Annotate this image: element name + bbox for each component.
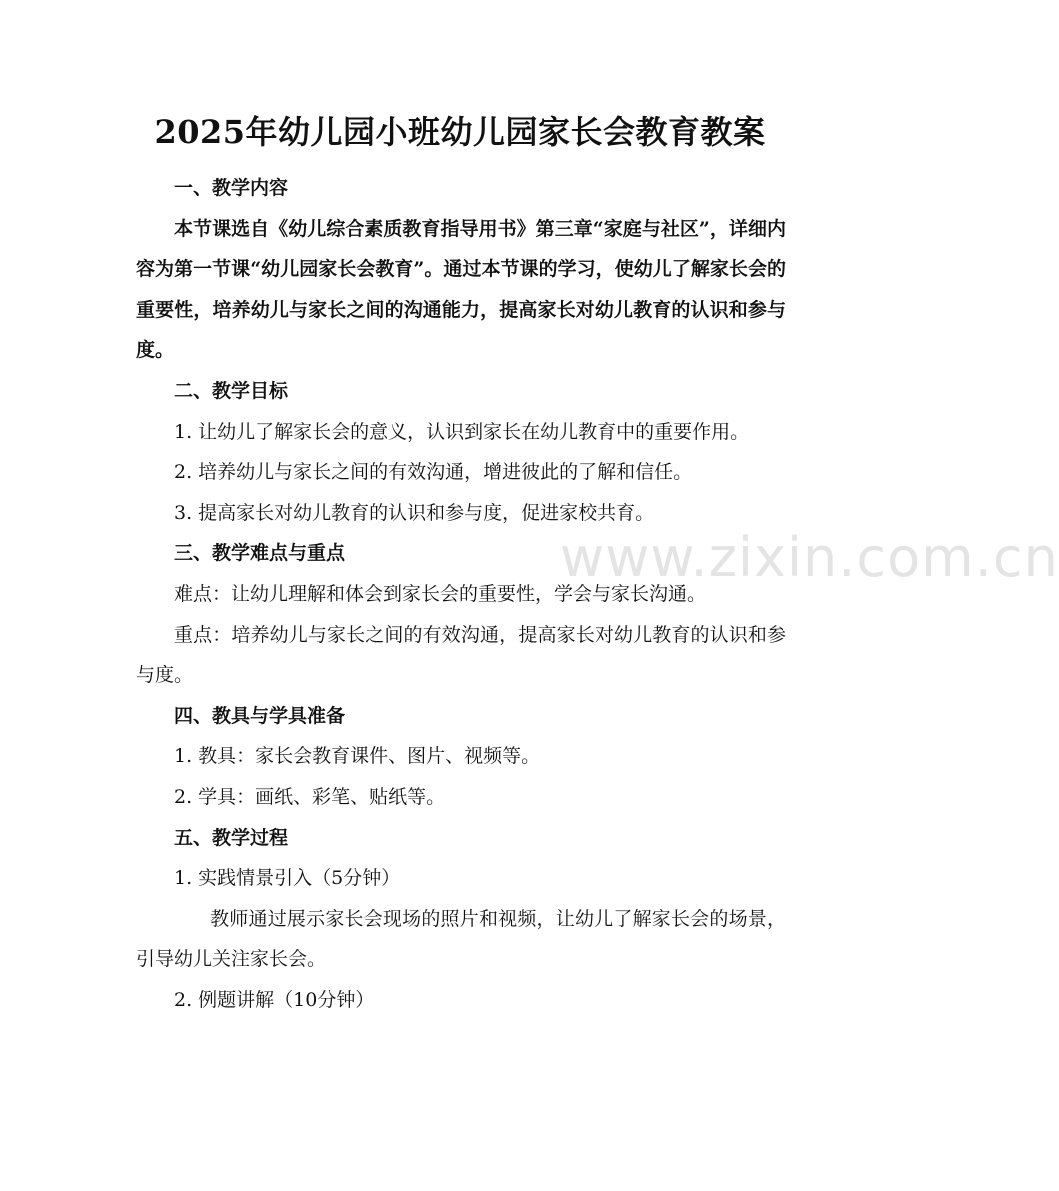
section-heading-process: 五、教学过程 [174, 826, 289, 849]
list-item-teaching-aids: 1. 教具：家长会教育课件、图片、视频等。 [174, 745, 541, 768]
list-item-learning-aids: 2. 学具：画纸、彩笔、贴纸等。 [174, 785, 446, 808]
paragraph-process-1-detail: 教师通过展示家长会现场的照片和视频，让幼儿了解家长会的场景，引导幼儿关注家长会。 [136, 907, 786, 971]
paragraph-content-intro: 本节课选自《幼儿综合素质教育指导用书》第三章“家庭与社区”，详细内容为第一节课“幼儿园家长会教育”。通过本节课的学习，使幼儿了解家长会的重要性，培养幼儿与家长之间的沟通能力，提高家长对幼儿教育的认识和参与度。 [136, 217, 786, 362]
list-item-goal-2: 2. 培养幼儿与家长之间的有效沟通，增进彼此的了解和信任。 [174, 461, 693, 484]
document-title: 2025年幼儿园小班幼儿园家长会教育教案 [154, 113, 766, 151]
watermark-text: www.zixin.com.cn [560, 526, 1059, 589]
section-heading-goals: 二、教学目标 [174, 379, 289, 402]
section-heading-key-points: 三、教学难点与重点 [174, 542, 346, 565]
document-body [136, 168, 786, 1020]
list-item-process-2: 2. 例题讲解（10分钟） [174, 988, 375, 1011]
section-heading-content: 一、教学内容 [174, 177, 289, 199]
list-item-process-1: 1. 实践情景引入（5分钟） [174, 867, 401, 890]
paragraph-difficulty: 难点：让幼儿理解和体会到家长会的重要性，学会与家长沟通。 [174, 582, 707, 605]
list-item-goal-3: 3. 提高家长对幼儿教育的认识和参与度，促进家校共育。 [174, 501, 655, 524]
list-item-goal-1: 1. 让幼儿了解家长会的意义，认识到家长在幼儿教育中的重要作用。 [174, 420, 750, 443]
paragraph-focus: 重点：培养幼儿与家长之间的有效沟通，提高家长对幼儿教育的认识和参与度。 [136, 623, 786, 687]
section-heading-materials: 四、教具与学具准备 [174, 704, 346, 727]
